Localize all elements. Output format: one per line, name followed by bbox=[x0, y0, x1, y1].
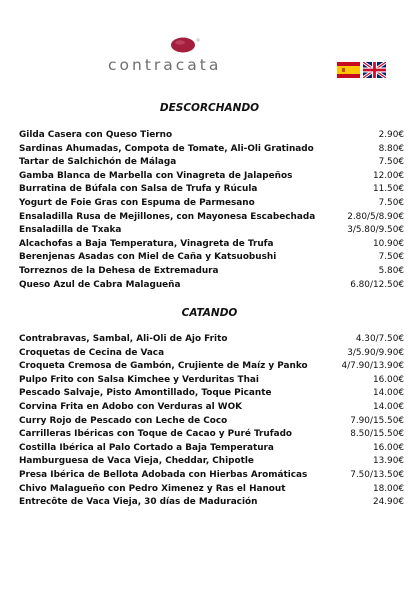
item-price: 7.50€ bbox=[378, 197, 404, 208]
item-price: 7.50/13.50€ bbox=[350, 469, 404, 480]
item-price: 14.00€ bbox=[372, 401, 404, 412]
item-price: 7.50€ bbox=[378, 252, 404, 263]
item-price: 11.50€ bbox=[372, 184, 404, 195]
menu-item bbox=[19, 484, 404, 498]
menu-list-descorchando bbox=[19, 130, 404, 293]
menu-item bbox=[19, 184, 404, 198]
menu-item bbox=[19, 361, 404, 375]
section-title-catando: CATANDO bbox=[181, 307, 238, 319]
menu-item bbox=[19, 144, 404, 158]
item-name: Hamburguesa de Vaca Vieja, Cheddar, Chipotle bbox=[19, 456, 254, 467]
item-name: Presa Ibérica de Bellota Adobada con Hierbas Aromáticas bbox=[19, 469, 308, 480]
spain-flag-icon[interactable] bbox=[337, 62, 360, 78]
menu-item bbox=[19, 157, 404, 171]
item-name: Curry Rojo de Pescado con Leche de Coco bbox=[19, 415, 228, 426]
menu-item bbox=[19, 348, 404, 362]
item-price: 3/5.90/9.90€ bbox=[347, 347, 404, 358]
item-price: 2.80/5/8.90€ bbox=[347, 211, 404, 222]
menu-item bbox=[19, 416, 404, 430]
item-price: 7.90/15.50€ bbox=[350, 415, 404, 426]
item-price: 8.50/15.50€ bbox=[350, 429, 404, 440]
item-price: 6.80/12.50€ bbox=[350, 279, 404, 290]
menu-item bbox=[19, 266, 404, 280]
item-name: Contrabravas, Sambal, Ali-Oli de Ajo Frito bbox=[19, 334, 228, 344]
item-name: Tartar de Salchichón de Málaga bbox=[19, 157, 177, 168]
item-price: 12.00€ bbox=[372, 170, 404, 181]
brand-name: contracata bbox=[108, 56, 222, 74]
item-price: 13.90€ bbox=[372, 456, 404, 467]
item-name: Croquetas de Cecina de Vaca bbox=[19, 347, 165, 358]
menu-item bbox=[19, 239, 404, 253]
item-name: Carrilleras Ibéricas con Toque de Cacao y Puré Trufado bbox=[19, 429, 293, 440]
item-name: Sardinas Ahumadas, Compota de Tomate, Ali-Oli Gratinado bbox=[19, 143, 314, 154]
item-name: Costilla Ibérica al Palo Cortado a Baja Temperatura bbox=[19, 442, 274, 453]
item-name: Ensaladilla de Txaka bbox=[19, 225, 122, 236]
item-price: 18.00€ bbox=[372, 483, 404, 494]
item-name: Ensaladilla Rusa de Mejillones, con Mayonesa Escabechada bbox=[19, 211, 316, 222]
item-price: 10.90€ bbox=[372, 238, 404, 249]
menu-item bbox=[19, 198, 404, 212]
menu-item bbox=[19, 456, 404, 470]
item-name: Gamba Blanca de Marbella con Vinagreta de Jalapeños bbox=[19, 170, 293, 181]
section-title-descorchando: DESCORCHANDO bbox=[159, 102, 260, 114]
menu-list-catando bbox=[19, 334, 404, 511]
item-name: Burratina de Búfala con Salsa de Trufa y Rúcula bbox=[19, 184, 258, 195]
item-price: 3/5.80/9.50€ bbox=[347, 225, 404, 236]
item-price: 4.30/7.50€ bbox=[355, 334, 404, 344]
menu-item bbox=[19, 252, 404, 266]
menu-item bbox=[19, 171, 404, 185]
item-price: 8.80€ bbox=[378, 143, 404, 154]
menu-item bbox=[19, 470, 404, 484]
menu-item bbox=[19, 212, 404, 226]
item-price: 5.80€ bbox=[378, 265, 404, 276]
item-price: 16.00€ bbox=[372, 442, 404, 453]
menu-item bbox=[19, 497, 404, 511]
brand-logo bbox=[100, 36, 270, 76]
menu-item bbox=[19, 130, 404, 144]
item-name: Chivo Malagueño con Pedro Ximenez y Ras el Hanout bbox=[19, 483, 286, 494]
item-name: Entrecôte de Vaca Vieja, 30 días de Maduración bbox=[19, 497, 258, 508]
item-name: Gilda Casera con Queso Tierno bbox=[19, 130, 173, 140]
item-price: 16.00€ bbox=[372, 374, 404, 385]
item-name: Pescado Salvaje, Pisto Amontillado, Toque Picante bbox=[19, 388, 272, 399]
menu-item bbox=[19, 225, 404, 239]
menu-item bbox=[19, 429, 404, 443]
item-price: 2.90€ bbox=[378, 130, 404, 140]
menu-item bbox=[19, 280, 404, 294]
item-price: 7.50€ bbox=[378, 157, 404, 168]
item-name: Berenjenas Asadas con Miel de Caña y Katsuobushi bbox=[19, 252, 277, 263]
item-name: Pulpo Frito con Salsa Kimchee y Verduritas Thai bbox=[19, 374, 259, 385]
item-name: Queso Azul de Cabra Malagueña bbox=[19, 279, 181, 290]
item-name: Corvina Frita en Adobo con Verduras al WOK bbox=[19, 401, 243, 412]
item-price: 14.00€ bbox=[372, 388, 404, 399]
menu-item bbox=[19, 375, 404, 389]
menu-item bbox=[19, 443, 404, 457]
item-name: Croqueta Cremosa de Gambón, Crujiente de Maíz y Panko bbox=[19, 361, 308, 372]
item-price: 24.90€ bbox=[372, 497, 404, 508]
item-price: 4/7.90/13.90€ bbox=[341, 361, 404, 372]
menu-item bbox=[19, 402, 404, 416]
uk-flag-icon[interactable] bbox=[363, 62, 386, 78]
item-name: Yogurt de Foie Gras con Espuma de Parmesano bbox=[19, 197, 255, 208]
item-name: Torreznos de la Dehesa de Extremadura bbox=[19, 265, 219, 276]
menu-item bbox=[19, 334, 404, 348]
menu-item bbox=[19, 388, 404, 402]
item-name: Alcachofas a Baja Temperatura, Vinagreta de Trufa bbox=[19, 238, 274, 249]
language-switcher bbox=[337, 62, 386, 78]
